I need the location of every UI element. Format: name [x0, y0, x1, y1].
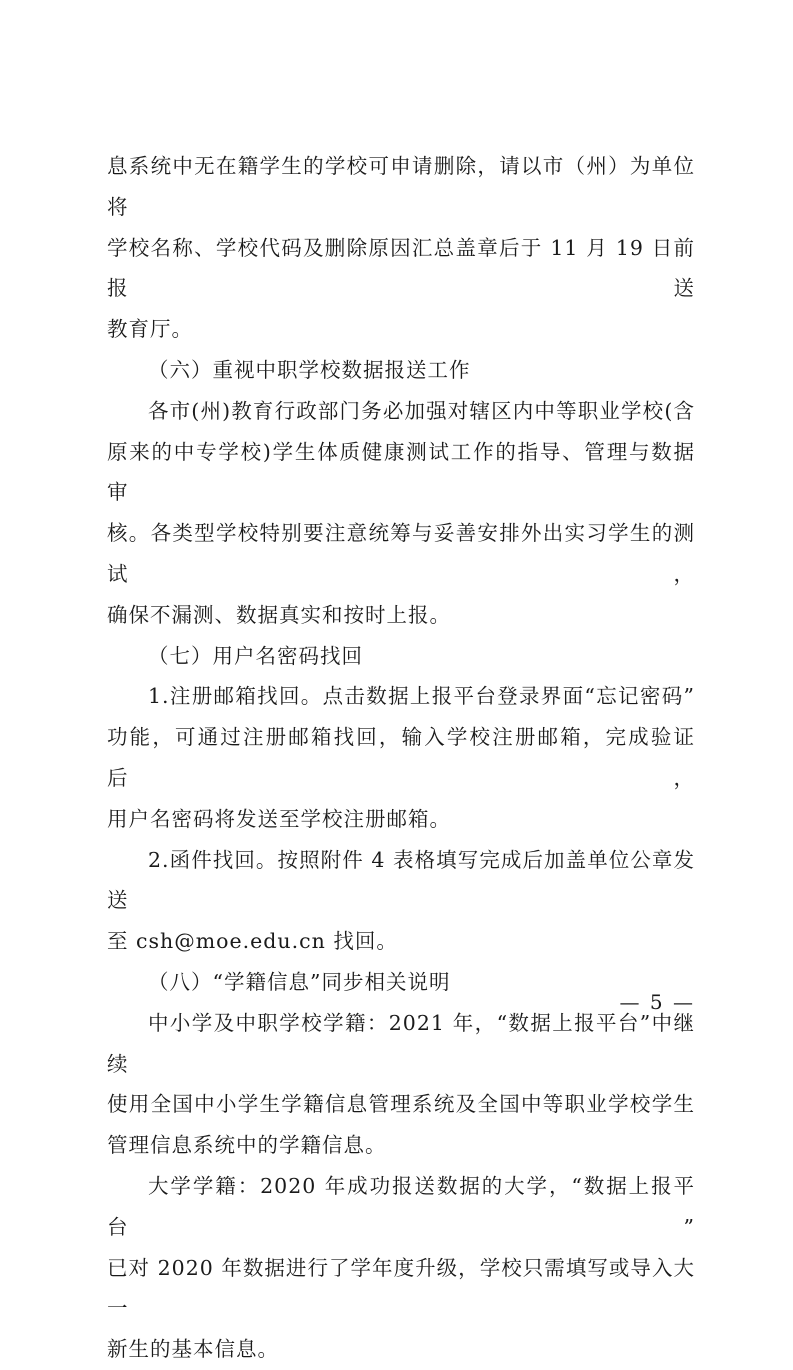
- text-line: 使用全国中小学生学籍信息管理系统及全国中等职业学校学生: [107, 1092, 695, 1117]
- paragraph-letter-recovery: [107, 840, 695, 962]
- text-line: 原来的中专学校)学生体质健康测试工作的指导、管理与数据审: [107, 439, 695, 505]
- text-line: 1.注册邮箱找回。点击数据上报平台登录界面“忘记密码”: [148, 684, 695, 709]
- paragraph-k12-enrollment: [107, 1003, 695, 1166]
- text-line: 中小学及中职学校学籍：2021 年，“数据上报平台”中继续: [107, 1010, 695, 1076]
- text-line: 教育厅。: [107, 317, 193, 342]
- text-line: 确保不漏测、数据真实和按时上报。: [107, 602, 451, 627]
- text-line: 已对 2020 年数据进行了学年度升级，学校只需填写或导入大一: [107, 1255, 695, 1321]
- paragraph-secondary-schools: [107, 391, 695, 636]
- text-line: 用户名密码将发送至学校注册邮箱。: [107, 806, 451, 831]
- text-line: 2.函件找回。按照附件 4 表格填写完成后加盖单位公章发送: [107, 847, 695, 913]
- paragraph-university-enrollment: [107, 1166, 695, 1370]
- text-line: 息系统中无在籍学生的学校可申请删除，请以市（州）为单位将: [107, 154, 695, 219]
- section-heading-6: （六）重视中职学校数据报送工作: [148, 357, 471, 382]
- text-line: 核。各类型学校特别要注意统筹与妥善安排外出实习学生的测试，: [107, 521, 695, 586]
- paragraph-email-recovery: [107, 676, 695, 839]
- text-line: 各市(州)教育行政部门务必加强对辖区内中等职业学校(含: [148, 398, 695, 423]
- text-line: 功能，可通过注册邮箱找回，输入学校注册邮箱，完成验证后，: [107, 725, 695, 790]
- paragraph-continuation: [107, 146, 695, 350]
- section-heading-7: （七）用户名密码找回: [148, 643, 363, 668]
- text-line: 至 csh@moe.edu.cn 找回。: [107, 929, 398, 954]
- text-line: 新生的基本信息。: [107, 1337, 279, 1362]
- section-heading-8: （八）“学籍信息”同步相关说明: [148, 969, 451, 994]
- page-number: — 5 —: [619, 990, 695, 1014]
- text-line: 管理信息系统中的学籍信息。: [107, 1133, 387, 1158]
- text-line: 大学学籍：2020 年成功报送数据的大学，“数据上报平台”: [107, 1173, 695, 1239]
- text-line: 学校名称、学校代码及删除原因汇总盖章后于 11 月 19 日前报送: [107, 235, 695, 301]
- document-body: [107, 146, 695, 1370]
